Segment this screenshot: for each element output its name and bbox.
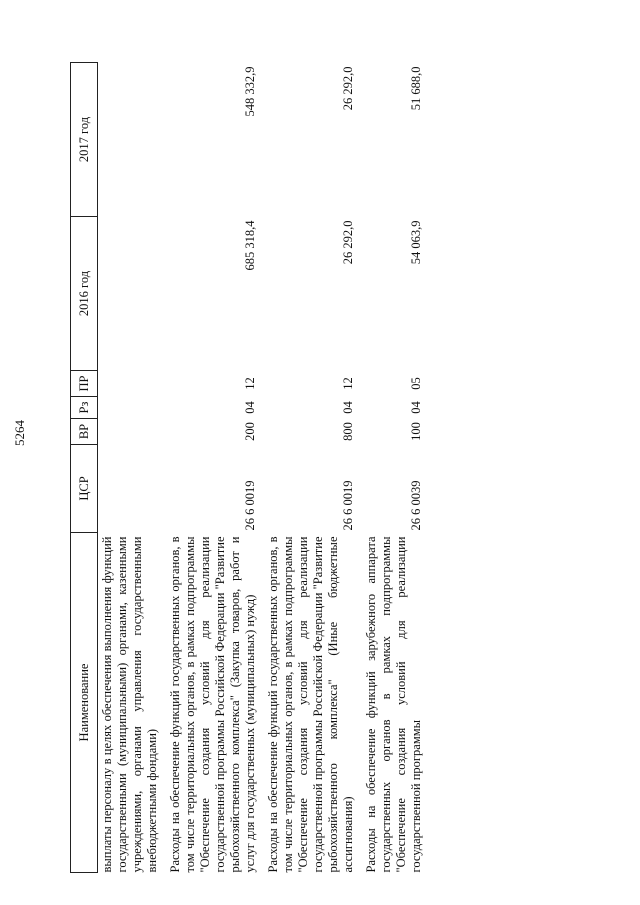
row-rz: 04 <box>341 401 355 414</box>
row-csr: 26 6 0039 <box>409 480 423 531</box>
row-name: выплаты персоналу в целях обеспечения выполнения функций государственными (муниципальными) органами, казенными учреждениями, органами управления государственными внебюджетными фондами) <box>100 536 159 873</box>
row-2016: 54 063,9 <box>409 220 423 265</box>
header-2017: 2017 год <box>71 63 98 217</box>
row-vr: 800 <box>341 422 355 441</box>
row-2016 <box>98 217 161 371</box>
header-csr: ЦСР <box>71 445 98 533</box>
row-vr: 200 <box>243 422 257 441</box>
row-2017: 548 332,9 <box>243 66 257 117</box>
header-vr: ВР <box>71 419 98 445</box>
page-number: 5264 <box>12 420 27 446</box>
budget-table <box>70 62 424 873</box>
header-2016: 2016 год <box>71 217 98 371</box>
row-2017: 26 292,0 <box>341 66 355 111</box>
row-rz: 04 <box>409 401 423 414</box>
header-rz: Рз <box>71 397 98 419</box>
table-body <box>98 63 425 873</box>
row-csr: 26 6 0019 <box>341 480 355 531</box>
row-2017 <box>98 63 161 217</box>
table-row <box>264 63 356 873</box>
header-name: Наименование <box>71 533 98 873</box>
row-name: Расходы на обеспечение функций зарубежного аппарата государственных органов в рамках подпрограммы "Обеспечение создания условий для реализации государственной программы <box>364 536 423 873</box>
table-row <box>362 63 424 873</box>
budget-table-container <box>70 63 592 873</box>
row-2016: 26 292,0 <box>341 220 355 265</box>
row-rz: 04 <box>243 401 257 414</box>
row-rz <box>98 397 161 419</box>
row-pr: 05 <box>409 377 423 390</box>
row-pr <box>98 371 161 397</box>
row-name: Расходы на обеспечение функций государственных органов, в том числе территориальных органов, в рамках подпрограммы "Обеспечение создания условий для реализации государственной программы Российской Федерации "Развитие рыбохозяйственного комплекса" (Закупка товаров, работ и услуг для государственных (муниципальных) нужд) <box>168 536 257 873</box>
row-csr <box>98 445 161 533</box>
row-name: Расходы на обеспечение функций государственных органов, в том числе территориальных органов, в рамках подпрограммы "Обеспечение создания условий для реализации государственной программы Российской Федерации "Развитие рыбохозяйственного комплекса" (Иные бюджетные ассигнования) <box>266 536 355 873</box>
row-vr <box>98 419 161 445</box>
row-vr: 100 <box>409 422 423 441</box>
row-pr: 12 <box>341 377 355 390</box>
row-pr: 12 <box>243 377 257 390</box>
row-csr: 26 6 0019 <box>243 480 257 531</box>
row-2016: 685 318,4 <box>243 220 257 271</box>
table-row <box>98 63 161 873</box>
table-row <box>166 63 258 873</box>
header-pr: ПР <box>71 371 98 397</box>
table-header <box>71 63 98 873</box>
row-2017: 51 688,0 <box>409 66 423 111</box>
